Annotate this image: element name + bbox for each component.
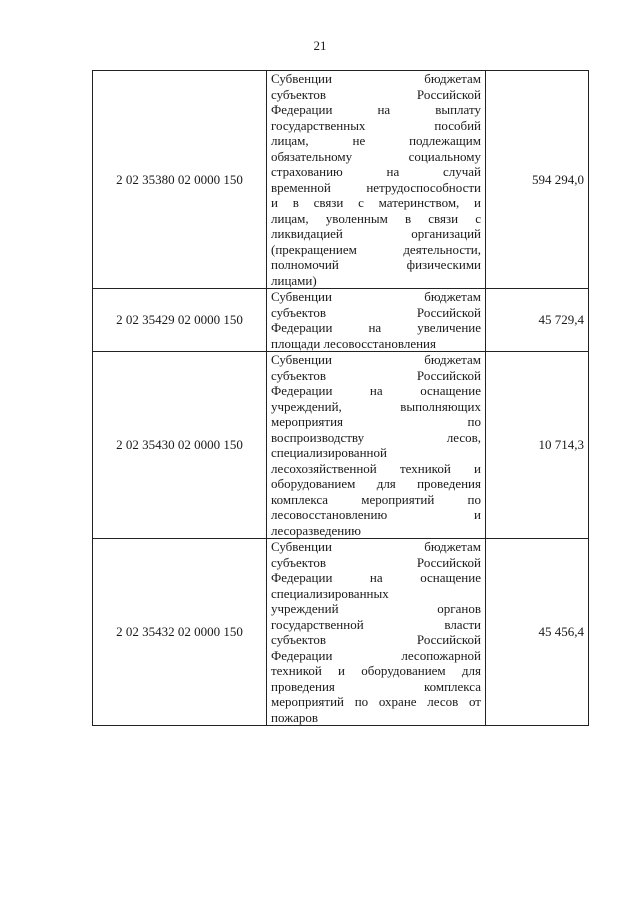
description-line: субъектов Российской xyxy=(271,367,481,383)
description-line: учреждений органов xyxy=(271,601,481,616)
description-line: государственных пособий xyxy=(271,117,481,133)
description-cell xyxy=(267,539,486,726)
description-line: субъектов Российской xyxy=(271,554,481,570)
budget-table xyxy=(92,70,589,726)
description-line: воспроизводству лесов, xyxy=(271,429,481,445)
description-line: Субвенции бюджетам xyxy=(271,71,481,86)
description-line: и в связи с материнством, и xyxy=(271,195,481,210)
description-cell xyxy=(267,352,486,539)
description-line: мероприятий по охране лесов от xyxy=(271,694,481,709)
amount: 45 456,4 xyxy=(486,539,589,726)
description-line: лесоразведению xyxy=(271,522,361,538)
description-line: временной нетрудоспособности xyxy=(271,179,481,195)
description-line: (прекращением деятельности, xyxy=(271,241,481,257)
amount: 45 729,4 xyxy=(486,289,589,352)
description-line: полномочий физическими xyxy=(271,257,481,272)
description-line: субъектов Российской xyxy=(271,304,481,320)
description-line: площади лесовосстановления xyxy=(271,335,436,351)
page-number: 21 xyxy=(313,38,327,53)
amount: 10 714,3 xyxy=(486,352,589,539)
description-line: лицам, уволенным в связи с xyxy=(271,210,481,226)
table-body xyxy=(93,71,589,726)
table-row xyxy=(93,289,589,352)
description-line: лицам, не подлежащим xyxy=(271,133,481,148)
description-line: субъектов Российской xyxy=(271,632,481,647)
table-row xyxy=(93,352,589,539)
table-row xyxy=(93,539,589,726)
budget-code: 2 02 35429 02 0000 150 xyxy=(93,289,267,352)
description-line: Федерации на увеличение xyxy=(271,320,481,335)
description-line: оборудованием для проведения xyxy=(271,476,481,491)
description-line: Субвенции бюджетам xyxy=(271,289,481,304)
description-line: ликвидацией организаций xyxy=(271,226,481,241)
description-line: Субвенции бюджетам xyxy=(271,352,481,367)
description-line: государственной власти xyxy=(271,616,481,632)
description-line: проведения комплекса xyxy=(271,678,481,694)
budget-code: 2 02 35432 02 0000 150 xyxy=(93,539,267,726)
description-line: лесохозяйственной техникой и xyxy=(271,460,481,476)
description-line: учреждений, выполняющих xyxy=(271,398,481,414)
description-line: Федерации лесопожарной xyxy=(271,647,481,663)
description-line: комплекса мероприятий по xyxy=(271,491,481,507)
description-cell xyxy=(267,71,486,289)
description-line: субъектов Российской xyxy=(271,86,481,102)
description-line: мероприятия по xyxy=(271,414,481,429)
description-line: техникой и оборудованием для xyxy=(271,663,481,678)
description-line: лицами) xyxy=(271,272,317,288)
description-line: специализированных xyxy=(271,585,389,601)
description-line: обязательному социальному xyxy=(271,148,481,164)
budget-code: 2 02 35380 02 0000 150 xyxy=(93,71,267,289)
amount: 594 294,0 xyxy=(486,71,589,289)
description-line: страхованию на случай xyxy=(271,164,481,179)
description-line: специализированной xyxy=(271,445,387,460)
description-line: лесовосстановлению и xyxy=(271,507,481,522)
description-line: пожаров xyxy=(271,709,319,725)
description-cell xyxy=(267,289,486,352)
description-line: Субвенции бюджетам xyxy=(271,539,481,554)
table-row xyxy=(93,71,589,289)
description-line: Федерации на выплату xyxy=(271,102,481,117)
description-line: Федерации на оснащение xyxy=(271,383,481,398)
description-line: Федерации на оснащение xyxy=(271,570,481,585)
budget-code: 2 02 35430 02 0000 150 xyxy=(93,352,267,539)
